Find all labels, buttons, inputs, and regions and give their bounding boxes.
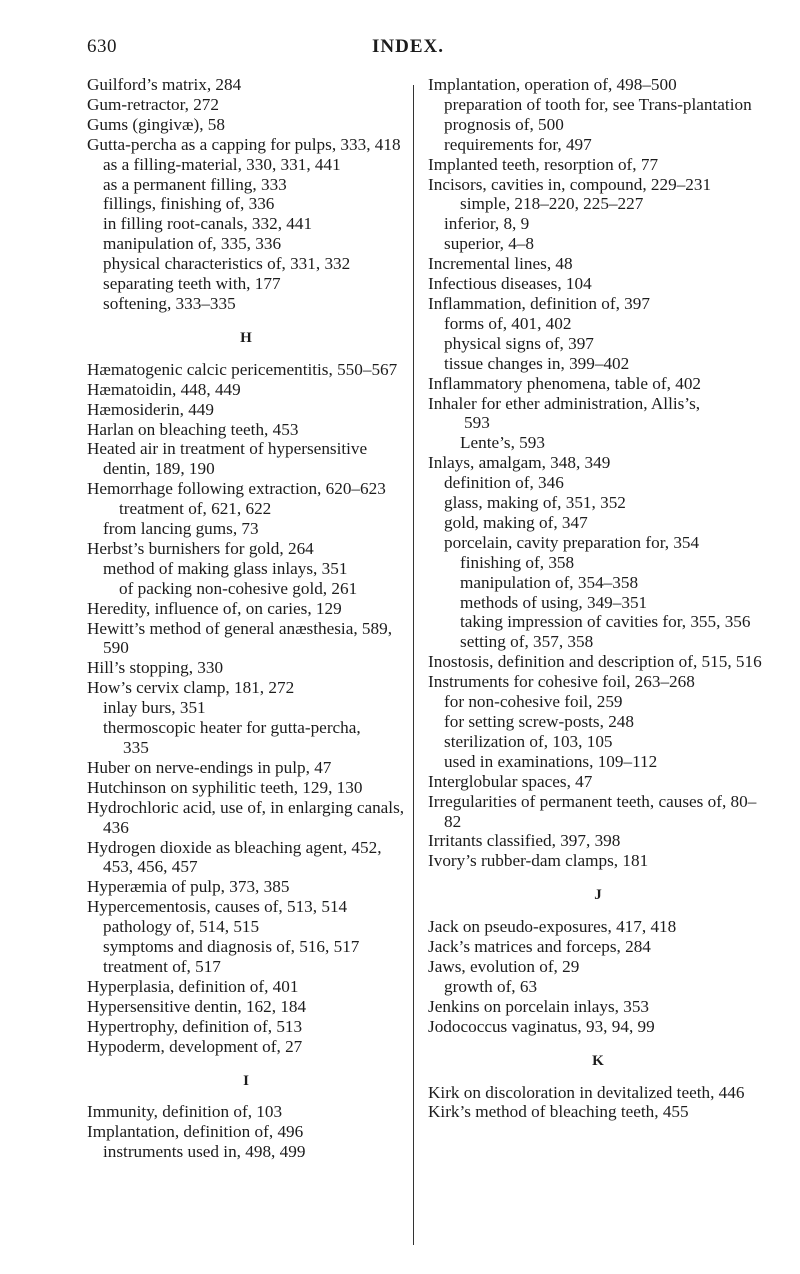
index-entry: Hydrochloric acid, use of, in enlarging canals, 436 [87,797,405,837]
index-entry: Hewitt’s method of general anæsthesia, 589, 590 [87,618,393,658]
section-letter: H [240,329,252,346]
index-entry: 593 [464,413,490,433]
index-entry: forms of, 401, 402 [444,313,572,333]
index-entry: porcelain, cavity preparation for, 354 [444,532,700,552]
index-entry: finishing of, 358 [460,552,575,572]
index-entry: gold, making of, 347 [444,512,588,532]
index-entry: Kirk on discoloration in devitalized teeth, 446 [428,1082,745,1102]
index-entry: Incisors, cavities in, compound, 229–231 [428,174,712,194]
index-entry: Implantation, operation of, 498–500 [428,75,677,94]
index-entry: Inhaler for ether administration, Allis’s, [428,393,701,413]
section-letter: I [243,1072,249,1089]
index-entry: Kirk’s method of bleaching teeth, 455 [428,1102,689,1122]
index-entry: inferior, 8, 9 [444,214,530,234]
index-column-left [87,75,405,1162]
index-entry: manipulation of, 354–358 [460,572,639,592]
column-divider [413,85,414,1245]
index-entry: Lente’s, 593 [460,433,545,453]
index-entry: Infectious diseases, 104 [428,274,592,294]
index-entry: Inostosis, definition and description of, 515, 516 [428,652,762,672]
index-entry: glass, making of, 351, 352 [444,493,626,513]
index-entry: manipulation of, 335, 336 [103,234,282,254]
index-entry: Interglobular spaces, 47 [428,771,593,791]
index-entry: Ivory’s rubber-dam clamps, 181 [428,851,649,871]
section-letter: J [594,887,602,904]
index-entry: Hæmatoidin, 448, 449 [87,379,241,399]
index-entry: sterilization of, 103, 105 [444,731,613,751]
index-entry: as a filling-material, 330, 331, 441 [103,154,341,174]
index-entry: as a permanent filling, 333 [103,174,287,194]
page-header [0,36,800,66]
index-entry: in filling root-canals, 332, 441 [103,214,313,234]
index-entry: Incremental lines, 48 [428,254,573,274]
index-entry: instruments used in, 498, 499 [103,1142,306,1162]
index-entry: Heated air in treatment of hypersensitive dentin, 189, 190 [87,439,368,479]
index-entry: simple, 218–220, 225–227 [460,194,644,214]
index-entry: Inflammation, definition of, 397 [428,293,650,313]
index-entry: Inlays, amalgam, 348, 349 [428,453,611,473]
index-entry: Jack’s matrices and forceps, 284 [428,937,651,957]
index-entry: Jenkins on porcelain inlays, 353 [428,996,650,1016]
index-entry: Hydrogen dioxide as bleaching agent, 452, 453, 456, 457 [87,837,382,877]
index-entry: How’s cervix clamp, 181, 272 [87,678,295,698]
index-entry: tissue changes in, 399–402 [444,353,630,373]
index-entry: Gum-retractor, 272 [87,94,219,114]
index-entry: separating teeth with, 177 [103,274,281,294]
index-entry: Irritants classified, 397, 398 [428,831,621,851]
index-entry: used in examinations, 109–112 [444,751,658,771]
index-entry: prognosis of, 500 [444,114,564,134]
index-entry: Hill’s stopping, 330 [87,658,224,678]
index-entry: 335 [123,738,149,757]
index-entry: softening, 333–335 [103,293,236,313]
index-entry: Hypercementosis, causes of, 513, 514 [87,897,348,917]
index-entry: from lancing gums, 73 [103,519,259,539]
index-entry: Herbst’s burnishers for gold, 264 [87,538,314,558]
index-entry: for setting screw-posts, 248 [444,712,634,731]
index-entry: Hæmatogenic calcic pericementitis, 550–567 [87,359,398,379]
index-entry: requirements for, 497 [444,134,592,154]
index-entry: physical signs of, 397 [444,333,594,353]
index-entry: pathology of, 514, 515 [103,917,260,937]
index-entry: Jaws, evolution of, 29 [428,956,580,976]
index-entry: Implanted teeth, resorption of, 77 [428,154,659,174]
index-entry: Harlan on bleaching teeth, 453 [87,419,299,439]
index-entry: inlay burs, 351 [103,698,206,718]
index-entry: Huber on nerve-endings in pulp, 47 [87,757,332,777]
index-entry: Hæmosiderin, 449 [87,399,214,419]
index-entry: superior, 4–8 [444,234,535,254]
index-entry: Jack on pseudo-exposures, 417, 418 [428,917,677,937]
index-column-right [428,75,768,1122]
index-entry: setting of, 357, 358 [460,632,594,652]
index-entry: preparation of tooth for, see Trans-plantation [444,94,752,114]
index-entry: fillings, finishing of, 336 [103,194,275,214]
index-entry: Hyperplasia, definition of, 401 [87,976,299,996]
index-entry: symptoms and diagnosis of, 516, 517 [103,937,360,957]
index-entry: Hypoderm, development of, 27 [87,1036,303,1056]
index-entry: of packing non-cohesive gold, 261 [119,578,358,598]
index-entry: Immunity, definition of, 103 [87,1102,283,1122]
index-entry: Gums (gingivæ), 58 [87,114,225,134]
index-entry: Instruments for cohesive foil, 263–268 [428,672,695,692]
index-entry: Hypersensitive dentin, 162, 184 [87,996,307,1016]
index-entry: growth of, 63 [444,976,538,996]
index-entry: Jodococcus vaginatus, 93, 94, 99 [428,1016,655,1036]
index-entry: Gutta-percha as a capping for pulps, 333, 418 [87,134,401,154]
section-letter: K [592,1052,604,1069]
index-entry: treatment of, 621, 622 [119,499,272,519]
index-entry: taking impression of cavities for, 355, 356 [460,612,751,632]
index-entry: thermoscopic heater for gutta-percha, [103,718,361,738]
index-entry: Hutchinson on syphilitic teeth, 129, 130 [87,777,363,797]
index-entry: methods of using, 349–351 [460,592,648,612]
index-entry: Implantation, definition of, 496 [87,1122,304,1142]
index-entry: for non-cohesive foil, 259 [444,692,623,712]
index-entry: Irregularities of permanent teeth, causes of, 80–82 [428,791,757,831]
index-entry: Inflammatory phenomena, table of, 402 [428,373,702,393]
index-entry: Guilford’s matrix, 284 [87,75,242,94]
running-head: INDEX. [372,36,444,57]
index-entry: Heredity, influence of, on caries, 129 [87,598,342,618]
index-entry: Hypertrophy, definition of, 513 [87,1016,303,1036]
index-entry: definition of, 346 [444,473,564,493]
index-entry: Hemorrhage following extraction, 620–623 [87,479,386,499]
page-number: 630 [87,36,117,57]
index-entry: treatment of, 517 [103,956,221,976]
index-entry: Hyperæmia of pulp, 373, 385 [87,877,290,897]
index-entry: method of making glass inlays, 351 [103,558,348,578]
index-entry: physical characteristics of, 331, 332 [103,254,351,274]
